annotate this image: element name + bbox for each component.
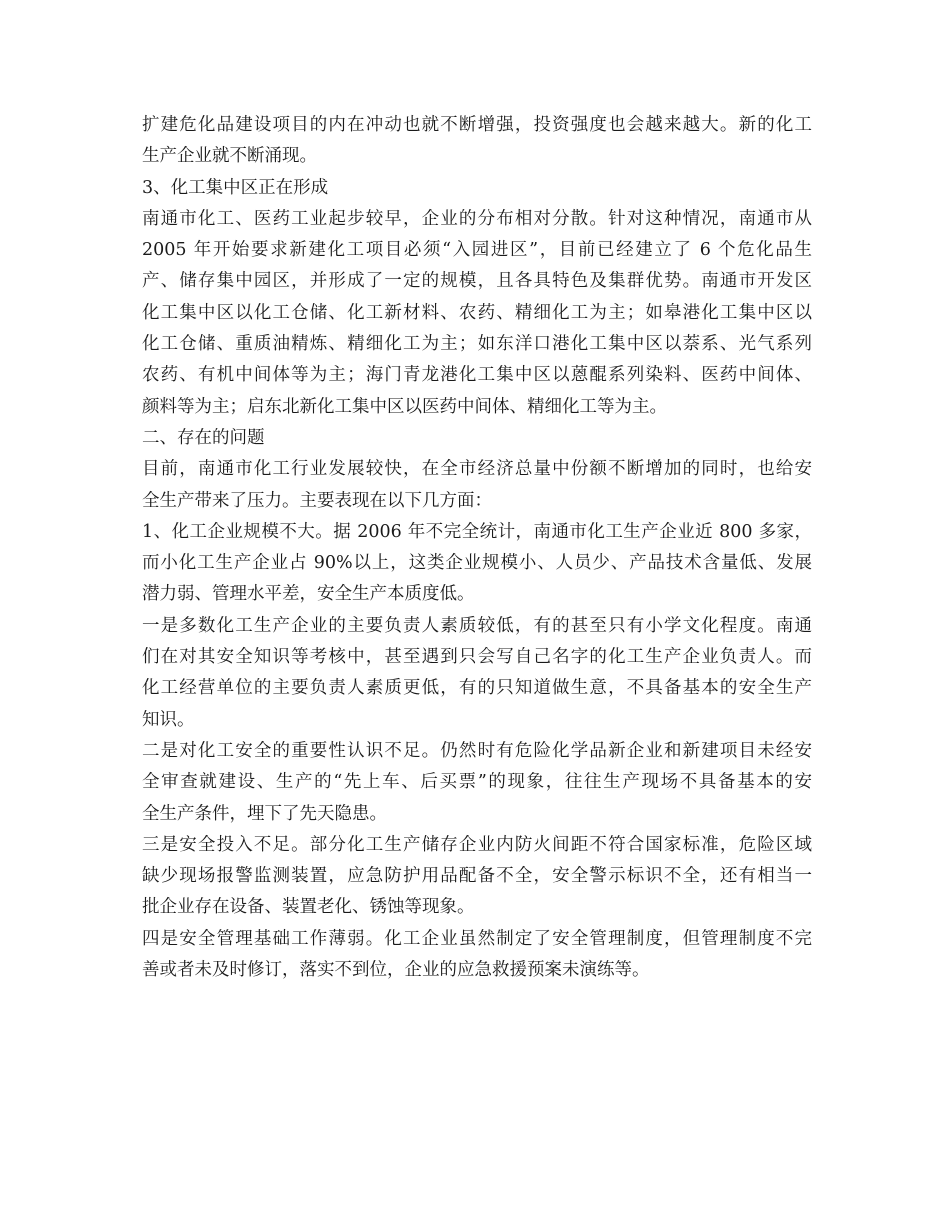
- text-line: 四是安全管理基础工作薄弱。化工企业虽然制定了安全管理制度，但管理制度不完: [142, 928, 812, 949]
- text-line: 潜力弱、管理水平差，安全生产本质度低。: [142, 584, 475, 605]
- text-line: 全生产带来了压力。主要表现在以下几方面：: [142, 490, 492, 511]
- text-line: 而小化工生产企业占 90%以上，这类企业规模小、人员少、产品技术含量低、发展: [142, 553, 812, 574]
- text-line: 三是安全投入不足。部分化工生产储存企业内防火间距不符合国家标准，危险区域: [142, 834, 812, 855]
- text-line: 全审查就建设、生产的“先上车、后买票”的现象，往往生产现场不具备基本的安: [142, 772, 812, 793]
- text-line: 二、存在的问题: [142, 427, 265, 448]
- text-line: 1、化工企业规模不大。据 2006 年不完全统计，南通市化工生产企业近 800 多家，: [142, 521, 812, 542]
- text-line: 全生产条件，埋下了先天隐患。: [142, 803, 387, 824]
- text-line: 化工集中区以化工仓储、化工新材料、农药、精细化工为主；如皋港化工集中区以: [142, 302, 812, 323]
- text-line: 化工仓储、重质油精炼、精细化工为主；如东洋口港化工集中区以萘系、光气系列: [142, 334, 812, 355]
- text-line: 知识。: [142, 709, 195, 730]
- text-line: 2005 年开始要求新建化工项目必须“入园进区”，目前已经建立了 6 个危化品生: [142, 240, 812, 261]
- text-line: 3、化工集中区正在形成: [142, 177, 329, 198]
- text-line: 南通市化工、医药工业起步较早，企业的分布相对分散。针对这种情况，南通市从: [142, 208, 812, 229]
- text-line: 产、储存集中园区，并形成了一定的规模，且各具特色及集群优势。南通市开发区: [142, 271, 812, 292]
- text-line: 一是多数化工生产企业的主要负责人素质较低，有的甚至只有小学文化程度。南通: [142, 615, 812, 636]
- text-line: 农药、有机中间体等为主；海门青龙港化工集中区以蒽醌系列染料、医药中间体、: [142, 365, 812, 386]
- text-line: 化工经营单位的主要负责人素质更低，有的只知道做生意，不具备基本的安全生产: [142, 678, 812, 699]
- document-body: [142, 110, 812, 986]
- text-line: 生产企业就不断涌现。: [142, 146, 317, 167]
- text-line: 二是对化工安全的重要性认识不足。仍然时有危险化学品新企业和新建项目未经安: [142, 740, 812, 761]
- text-line: 缺少现场报警监测装置，应急防护用品配备不全，安全警示标识不全，还有相当一: [142, 866, 812, 887]
- text-line: 们在对其安全知识等考核中，甚至遇到只会写自己名字的化工生产企业负责人。而: [142, 647, 812, 668]
- text-line: 批企业存在设备、装置老化、锈蚀等现象。: [142, 897, 475, 918]
- text-line: 善或者未及时修订，落实不到位，企业的应急救援预案未演练等。: [142, 960, 650, 981]
- text-line: 扩建危化品建设项目的内在冲动也就不断增强，投资强度也会越来越大。新的化工: [142, 115, 812, 135]
- text-line: 颜料等为主；启东北新化工集中区以医药中间体、精细化工等为主。: [142, 396, 667, 417]
- text-line: 目前，南通市化工行业发展较快，在全市经济总量中份额不断增加的同时，也给安: [142, 459, 812, 480]
